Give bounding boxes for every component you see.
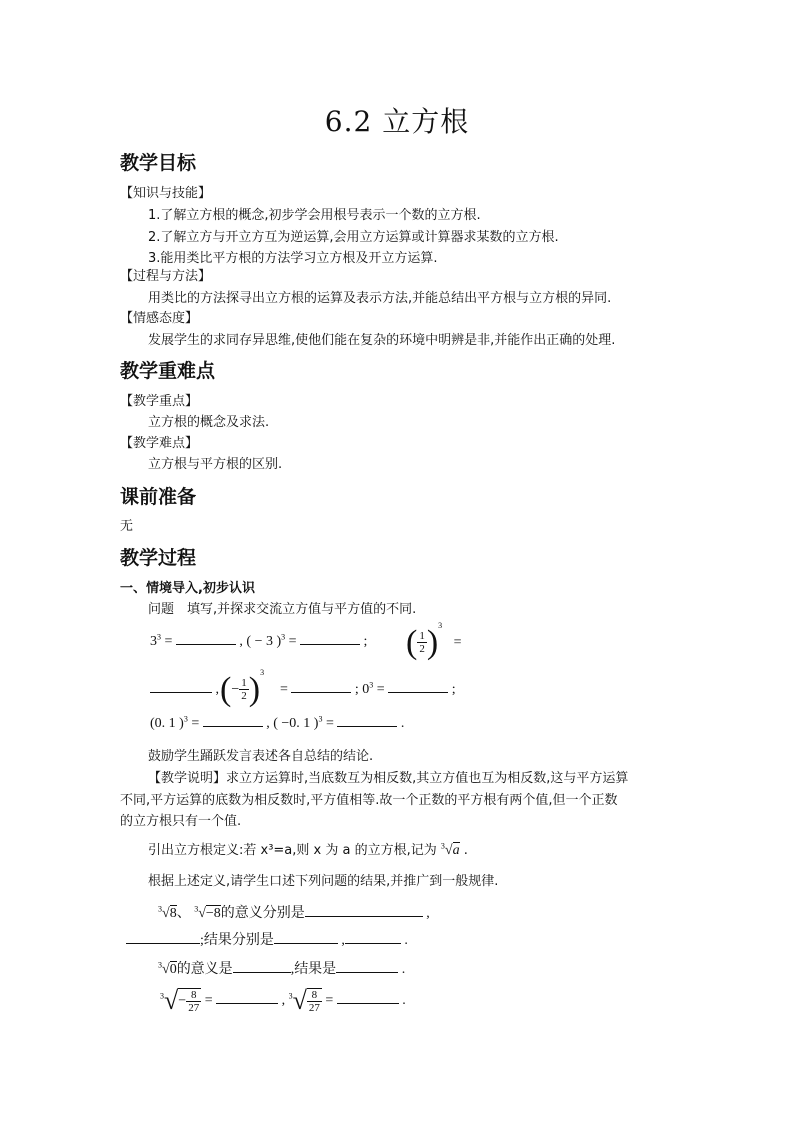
root-question-zero: $^3$√0的意义是 ,结果是 . [158,960,406,977]
root-index: 3 [194,904,199,914]
answer-blank[interactable] [336,960,398,973]
zero-meaning-text: 的意义是 [176,962,233,977]
definition-text: 引出立方根定义:若 x³=a,则 x 为 a 的立方根,记为 [148,843,437,858]
numerator: 1 [241,677,247,690]
note-line-3: 的立方根只有一个值. [120,814,242,829]
math-three: 3 [150,634,157,649]
answer-blank[interactable] [126,931,200,944]
numerator: 1 [419,630,425,643]
exercise-row-2b: = ; $0^3$ = ; [280,680,456,697]
math-zero: 0 [362,682,370,697]
answer-blank[interactable] [274,931,338,944]
result-text: ;结果分别是 [200,933,274,948]
label-process: 【过程与方法】 [120,269,212,284]
root-index: 3 [158,904,162,914]
answer-blank[interactable] [291,680,351,693]
exp: 3 [369,680,374,690]
label-difficulty: 【教学难点】 [120,436,199,451]
paren-right: ) [426,623,439,661]
label-knowledge: 【知识与技能】 [120,186,212,201]
definition-line: 引出立方根定义:若 x³=a,则 x 为 a 的立方根,记为 $^3$√a . [148,841,468,858]
denominator: 27 [188,1002,200,1014]
answer-blank[interactable] [176,632,236,645]
attitude-text: 发展学生的求同存异思维,使他们能在复杂的环境中明辨是非,并能作出正确的处理. [148,333,616,348]
meaning-text: 的意义分别是 [220,906,305,921]
preparation-text: 无 [120,519,134,534]
minus-sign: − [231,682,240,697]
knowledge-item: 2.了解立方与开立方互为逆运算,会用立方运算或计算器求某数的立方根. [148,230,559,245]
heading-preparation: 课前准备 [120,486,197,508]
answer-blank[interactable] [337,714,397,727]
answer-blank[interactable] [216,991,278,1004]
heading-process: 教学过程 [120,547,197,569]
denominator: 27 [308,1002,320,1014]
answer-blank[interactable] [203,714,263,727]
difficulty-text: 立方根与平方根的区别. [148,457,283,472]
heading-objectives: 教学目标 [120,152,197,174]
root-question-fractions: $^3$√− $\frac{8}{27}$ = , $^3$√ $\frac{8}{27}$ = . [160,986,406,1015]
label-focus: 【教学重点】 [120,394,199,409]
exercise-row-3: (0. 1 )$^3$ = , ( −0. 1 )$^3$ = . [150,714,405,731]
exp: 3 [281,632,286,642]
fraction [186,989,201,1014]
exp: 3 [183,714,188,724]
radicand: 8 [169,906,177,921]
math-neg3: ( − 3 ) [246,634,282,649]
question-text: 问题 填写,并探求交流立方值与平方值的不同. [148,602,417,617]
part1-heading: 一、情境导入,初步认识 [120,581,255,596]
knowledge-item: 1.了解立方根的概念,初步学会用根号表示一个数的立方根. [148,208,481,223]
exp: 3 [438,621,443,630]
cube-root-a: $^3$√a [440,841,460,858]
knowledge-item: 3.能用类比平方根的方法学习立方根及开立方运算. [148,251,438,266]
note-label: 【教学说明】 [148,771,227,786]
fraction [239,677,249,702]
focus-text: 立方根的概念及求法. [148,415,270,430]
answer-blank[interactable] [388,680,448,693]
answer-blank[interactable] [233,960,291,973]
exercise-row-2: , [150,680,219,698]
paren-right: ) [248,670,261,708]
fraction-half-cubed: ( $\frac{1}{2}$ )$^3$ = [406,621,462,661]
answer-blank[interactable] [150,680,212,693]
root-question-1: $^3$√8、 $^3$√−8的意义分别是 , [158,904,430,921]
note-text: 求立方运算时,当底数互为相反数,其立方值也互为相反数,这与平方运算 [226,771,629,786]
cube-root-neg-frac: $^3$√− $\frac{8}{27}$ [160,986,200,1015]
paren-left: ( [406,623,418,661]
numerator: 8 [186,989,201,1002]
exp: 3 [318,714,323,724]
denominator: 2 [241,690,247,703]
root-index: 3 [288,991,293,1001]
answer-blank[interactable] [300,632,360,645]
numerator: 8 [307,989,322,1002]
root-index: 3 [158,960,162,970]
note-line-1 [148,767,628,786]
process-text: 用类比的方法探寻出立方根的运算及表示方法,并能总结出平方根与立方根的异同. [148,291,612,306]
root-index: 3 [440,841,445,851]
minus-sign: − [178,993,187,1009]
fraction-neg-half-cubed [220,668,264,707]
label-attitude: 【情感态度】 [120,311,199,326]
cube-root-frac: $^3$√ $\frac{8}{27}$ [288,986,320,1015]
exp: 3 [157,632,161,642]
page-title: 6.2 立方根 [324,105,470,138]
exp: 3 [260,668,265,677]
heading-key-points: 教学重难点 [120,360,216,382]
answer-blank[interactable] [305,904,423,917]
fraction [417,630,427,655]
answer-blank[interactable] [345,931,401,944]
encourage-text: 鼓励学生踊跃发言表述各自总结的结论. [148,749,374,764]
radicand: 0 [169,962,177,977]
math-n01: ( −0. 1 ) [273,716,319,731]
radicand: a [452,843,460,858]
answer-blank[interactable] [337,991,399,1004]
denominator: 2 [419,643,425,656]
math-p01: (0. 1 ) [150,716,184,731]
rule-text: 根据上述定义,请学生口述下列问题的结果,并推广到一般规律. [148,874,499,889]
root-index: 3 [160,991,164,1001]
note-line-2: 不同,平方运算的底数为相反数时,平方值相等.故一个正数的平方根有两个值,但一个正数 [120,793,618,808]
paren-left: ( [220,670,232,708]
fraction [307,989,322,1014]
radicand: −8 [205,906,221,921]
exercise-row-1: $3^3$ = , ( − 3 )$^3$ = ; [150,632,368,649]
zero-result-text: ,结果是 [290,962,337,977]
root-question-1b: ;结果分别是 , . [126,929,408,949]
